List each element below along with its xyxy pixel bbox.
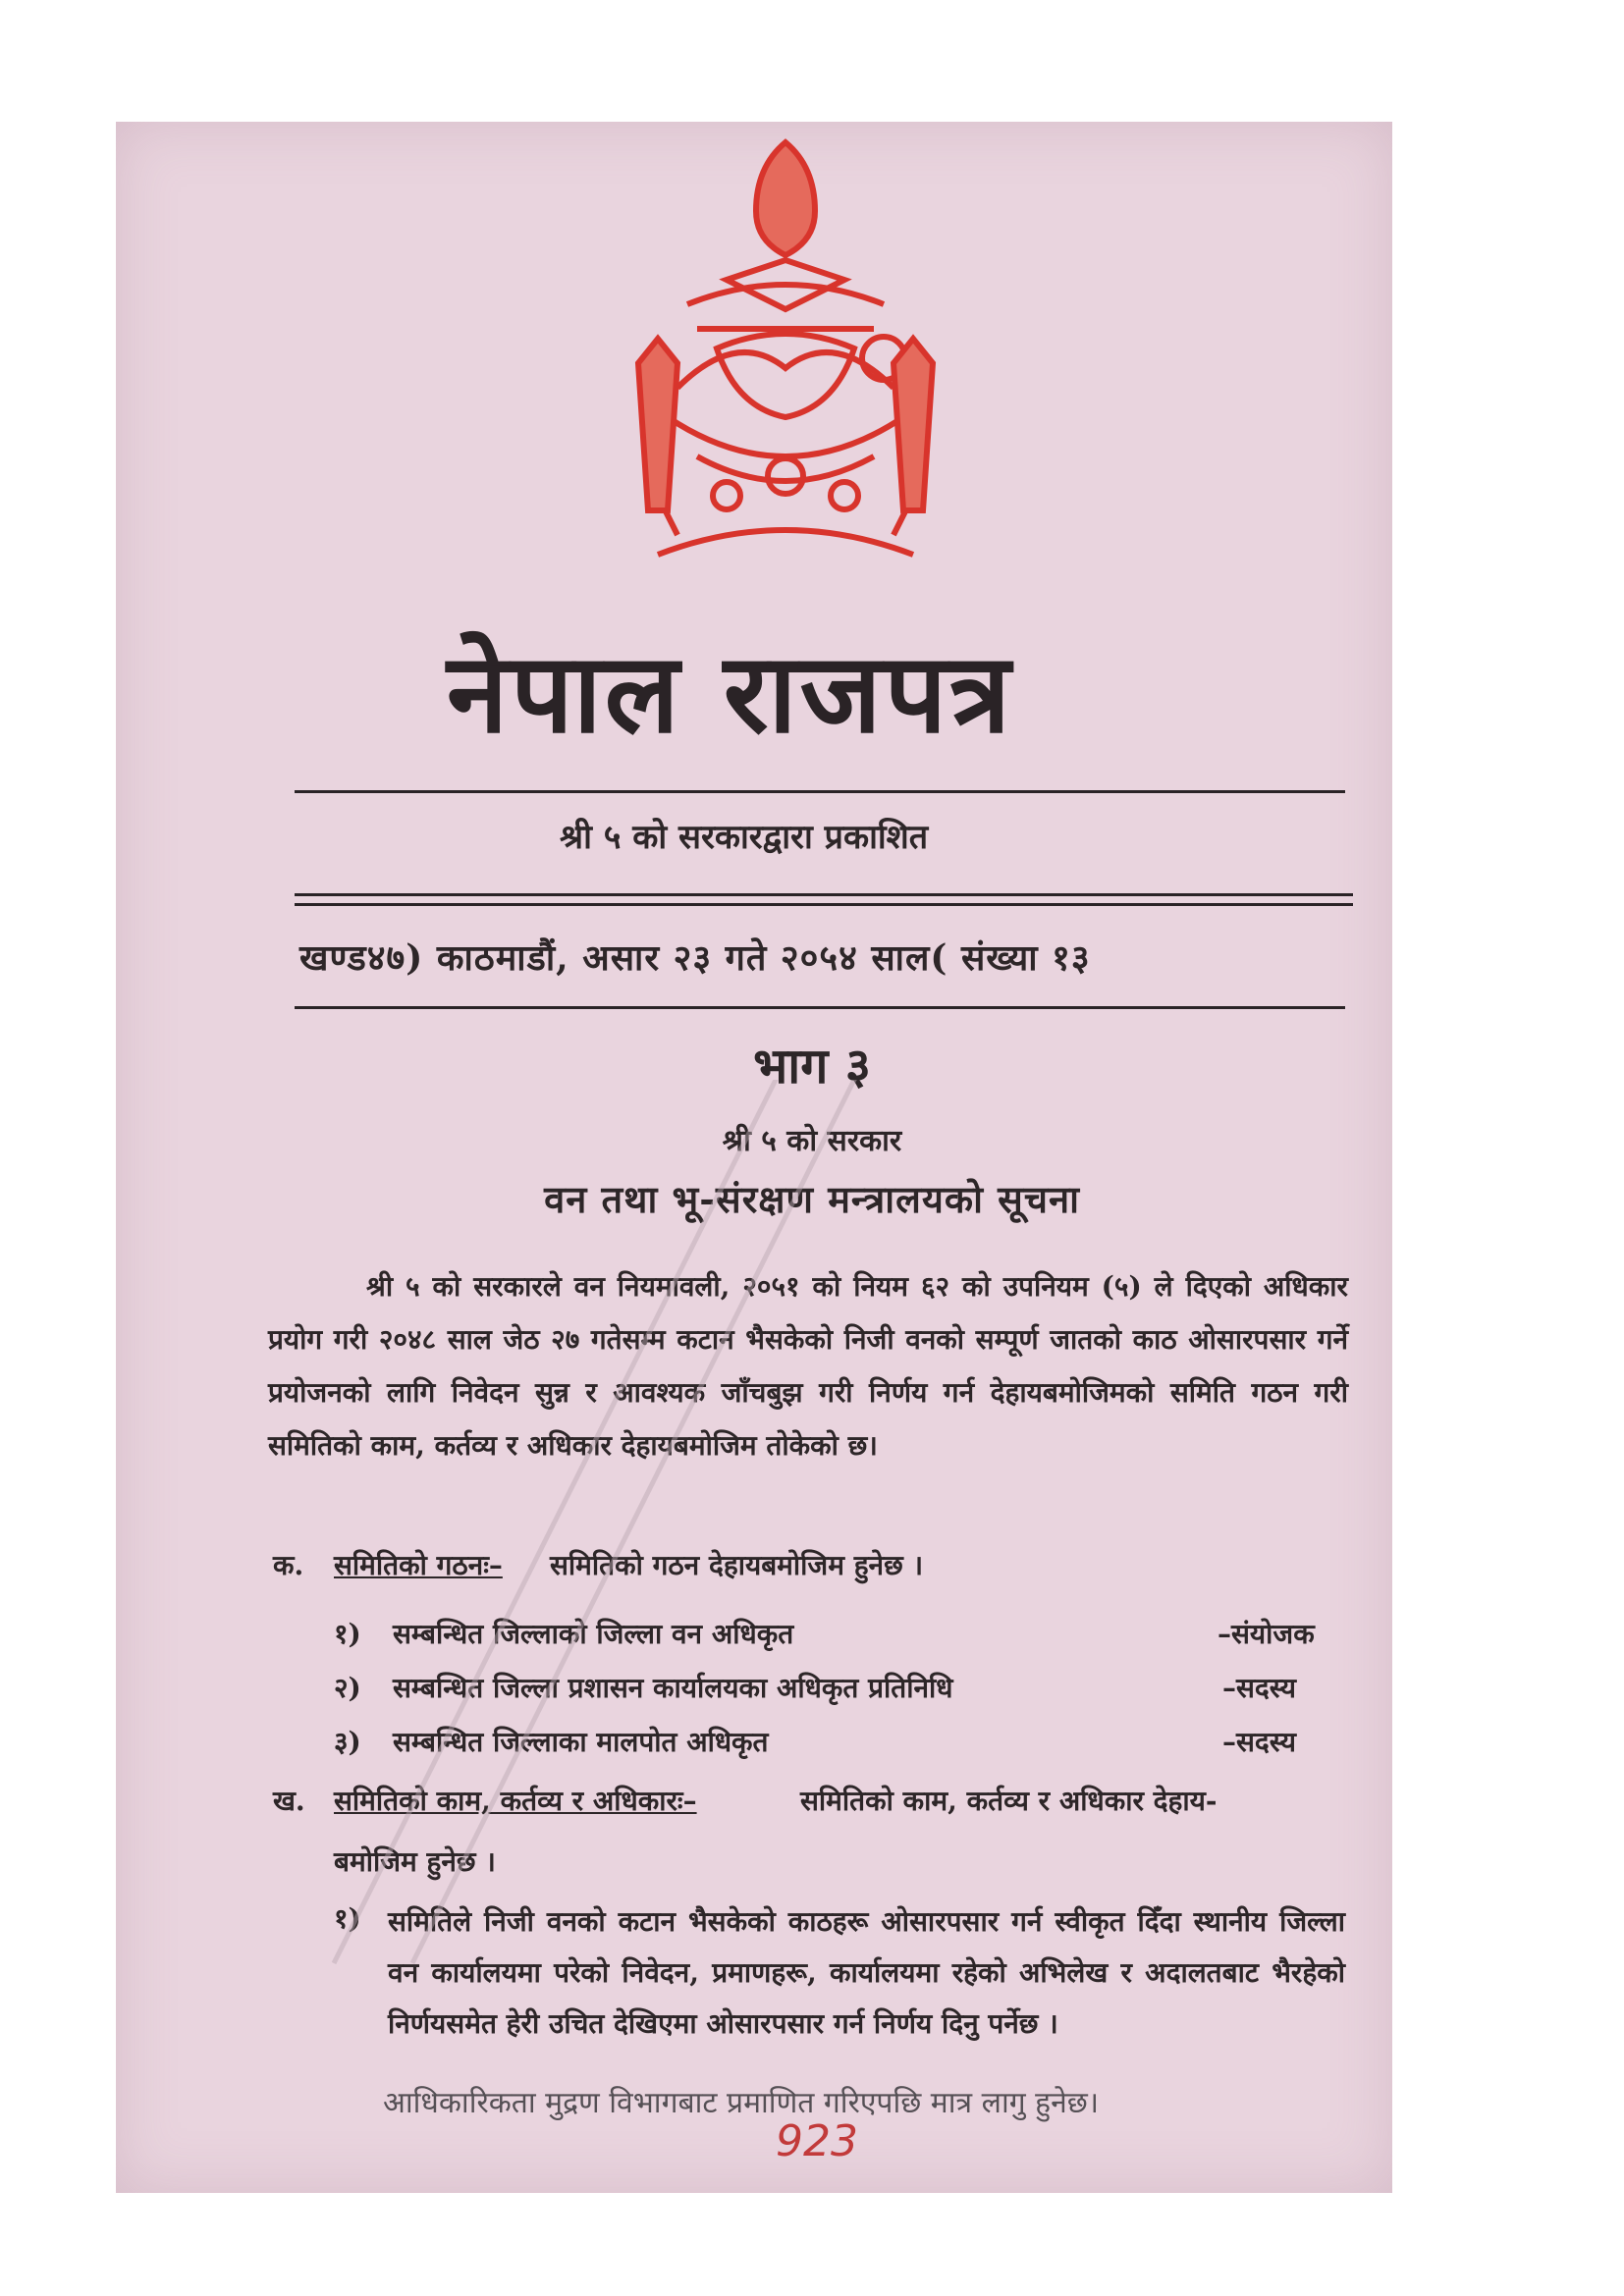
government-line: श्री ५ को सरकार [722,1124,902,1158]
member-1-name: सम्बन्धित जिल्लाको जिल्ला वन अधिकृत [393,1618,794,1650]
rule-double-bottom [295,903,1353,906]
section-kha-marker: ख. [273,1785,305,1817]
section-kha-heading: समितिको काम, कर्तव्य र अधिकारः– [334,1785,697,1817]
part-heading: भाग ३ [753,1037,871,1095]
duty-1-text: समितिले निजी वनको कटान भैसकेको काठहरू ओसारपसार गर्न स्वीकृत दिँदा स्थानीय जिल्ला वन कार्यालयमा परेको निवेदन, प्रमाणहरू, कार्यालयमा रहेको अभिलेख र अदालतबाट भैरहेको निर्णयसमेत हेरी उचित देखिएमा ओसारपसार गर्न निर्णय दिनु पर्नेछ । [388,1905,1345,2040]
member-2-role: –सदस्य [1222,1672,1296,1704]
masthead-title: नेपाल राजपत्र [447,629,1014,758]
coat-of-arms-emblem [579,123,992,614]
member-2-name: सम्बन्धित जिल्ला प्रशासन कार्यालयका अधिकृत प्रतिनिधि [393,1672,953,1704]
section-kha-text: समितिको काम, कर्तव्य र अधिकार देहाय- [800,1785,1218,1817]
member-1-number: १) [334,1618,361,1650]
publisher-line: श्री ५ को सरकारद्वारा प्रकाशित [560,818,929,857]
handwritten-page-number: 923 [776,2116,858,2166]
member-3-role: –सदस्य [1222,1726,1296,1758]
rule-under-dateline [295,1006,1345,1009]
member-3-name: सम्बन्धित जिल्लाका मालपोत अधिकृत [393,1726,769,1758]
issue-dateline: खण्ड४७) काठमाडौं, असार २३ गते २०५४ साल( संख्या १३ [299,937,1091,979]
duty-1-number: १) [334,1902,361,1935]
member-2-number: २) [334,1672,361,1704]
authenticity-footer: आधिकारिकता मुद्रण विभागबाट प्रमाणित गरिएपछि मात्र लागु हुनेछ। [383,2086,1100,2120]
notice-title: वन तथा भू-संरक्षण मन्त्रालयको सूचना [544,1177,1080,1221]
section-ka-heading: समितिको गठनः– [334,1549,503,1581]
section-ka-marker: क. [273,1549,304,1581]
section-kha-text-continued: बमोजिम हुनेछ । [334,1845,496,1878]
rule-double-top [295,893,1353,896]
intro-paragraph: श्री ५ को सरकारले वन नियमावली, २०५१ को नियम ६२ को उपनियम (५) ले दिएको अधिकार प्रयोग गरी २०४८ साल जेठ २७ गतेसम्म कटान भैसकेको निजी वनको सम्पूर्ण जातको काठ ओसारपसार गर्ने प्रयोजनको लागि निवेदन सुन्न र आवश्यक जाँचबुझ गरी निर्णय गर्न देहायबमोजिमको समिति गठन गरी समितिको काम, कर्तव्य र अधिकार देहायबमोजिम तोकेको छ। [268,1270,1348,1462]
member-1-role: –संयोजक [1218,1618,1315,1650]
rule-under-masthead [295,790,1345,793]
member-3-number: ३) [334,1726,361,1758]
section-ka-text: समितिको गठन देहायबमोजिम हुनेछ । [550,1549,924,1581]
